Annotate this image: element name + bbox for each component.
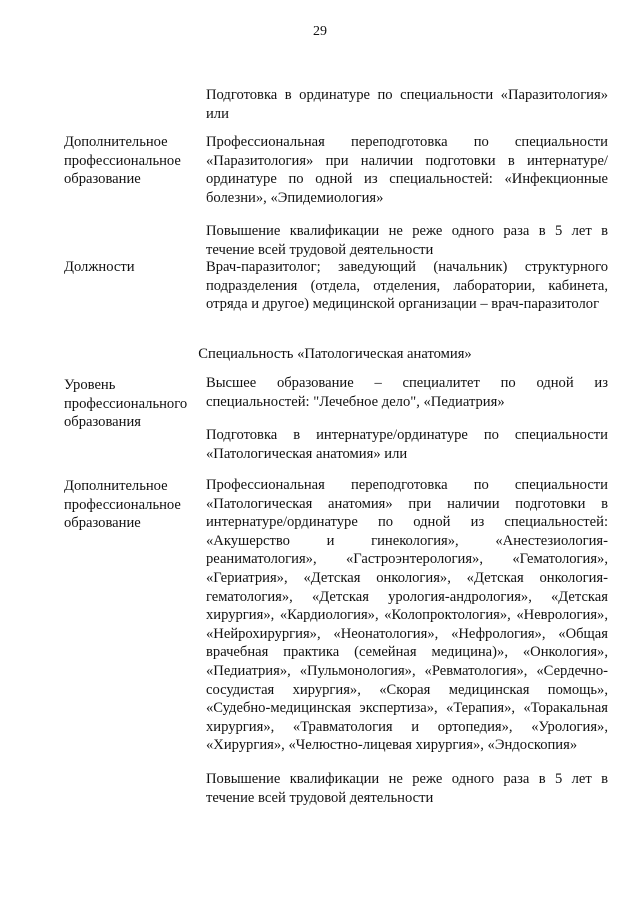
- intro-text: Подготовка в ординатуре по специальности «Паразитология» или: [206, 87, 608, 122]
- pathology-internship-text: Подготовка в интернатуре/ординатуре по специальности «Патологическая анатомия» или: [206, 427, 608, 462]
- parasitology-additional-education-content: [206, 133, 608, 260]
- pathology-higher-education-text: Высшее образование – специалитет по одной из специальностей: "Лечебное дело", «Педиатрия»: [206, 375, 608, 410]
- parasitology-additional-education-label: Дополнительное профессиональное образование: [64, 134, 181, 188]
- parasitology-positions-content: [206, 258, 608, 314]
- pathology-specialty-heading: Специальность «Патологическая анатомия»: [198, 346, 472, 362]
- pathology-retraining-text: Профессиональная переподготовка по специальности «Патологическая анатомия» при наличии подготовки в интернатуре/ординатуре по одной из специальностей: «Акушерство и гинекология», «Анестезиология-реаниматология», «Гастроэнтерология», «Гематология», «Гериатрия», «Детская онкология», «Детская онкология-гематология», «Детская урология-андрология», «Детская хирургия», «Кардиология», «Колопроктология», «Неврология», «Нейрохирургия», «Неонатология», «Нефрология», «Общая врачебная практика (семейная медицина)», «Онкология», «Педиатрия», «Пульмонология», «Ревматология», «Сердечно-сосудистая хирургия», «Скорая медицинская помощь», «Судебно-медицинская экспертиза», «Терапия», «Торакальная хирургия», «Травматология и ортопедия», «Урология», «Хирургия», «Челюстно-лицевая хирургия», «Эндоскопия»: [206, 477, 608, 754]
- pathology-additional-education-content: [206, 476, 608, 807]
- pathology-education-level-content: [206, 374, 608, 463]
- parasitology-qualification-text: Повышение квалификации не реже одного раза в 5 лет в течение всей трудовой деятельности: [206, 223, 608, 258]
- pathology-additional-education-label: Дополнительное профессиональное образование: [64, 478, 181, 532]
- page-number: 29: [313, 24, 327, 39]
- intro-text-block: [206, 86, 608, 123]
- pathology-qualification-text: Повышение квалификации не реже одного раза в 5 лет в течение всей трудовой деятельности: [206, 770, 608, 806]
- parasitology-positions-label: Должности: [64, 259, 135, 275]
- pathology-education-level-label: Уровень профессионального образования: [64, 377, 188, 431]
- parasitology-retraining-text: Профессиональная переподготовка по специальности «Паразитология» при наличии подготовки в интернатуре/ординатуре по одной из специальностей: «Инфекционные болезни», «Эпидемиология»: [206, 134, 608, 206]
- parasitology-positions-text: Врач-паразитолог; заведующий (начальник) структурного подразделения (отдела, отделения, лаборатории, кабинета, отряда и другое) медицинской организации – врач-паразитолог: [206, 259, 608, 313]
